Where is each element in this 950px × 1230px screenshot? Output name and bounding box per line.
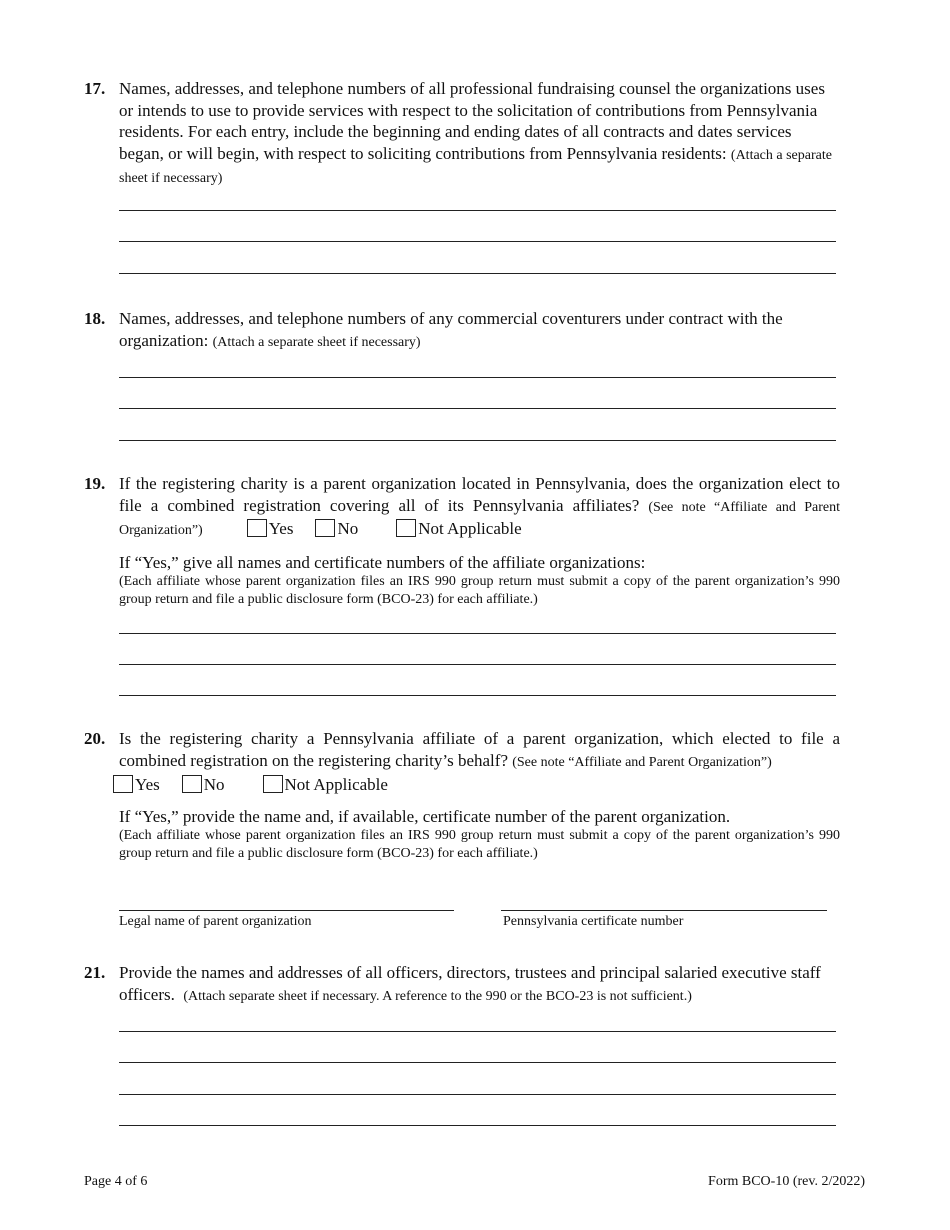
- option-yes[interactable]: Yes: [247, 518, 294, 540]
- question-19: [84, 473, 840, 609]
- answer-line-18-2[interactable]: [119, 408, 836, 409]
- question-17: [84, 78, 840, 190]
- question-note: (Attach a separate sheet if necessary): [212, 334, 421, 350]
- question-note: (Attach separate sheet if necessary. A reference to the 990 or the BCO-23 is not sufficient.): [183, 988, 692, 1004]
- answer-line-19-3[interactable]: [119, 695, 836, 696]
- answer-line-18-3[interactable]: [119, 440, 836, 441]
- question-21: [84, 962, 840, 1007]
- answer-line-19-1[interactable]: [119, 633, 836, 634]
- answer-line-21-1[interactable]: [119, 1031, 836, 1032]
- no-checkbox[interactable]: [315, 519, 335, 537]
- question-text: If the registering charity is a parent organization located in Pennsylvania, does the organization elect to file a combined registration covering all of its Pennsylvania affiliates? (See note “Affiliate and Parent Organization”) Yes No Not Applicable: [119, 474, 840, 538]
- question-18: [84, 308, 840, 353]
- question-text: Is the registering charity a Pennsylvania affiliate of a parent organization, which elected to file a combined registration on the registering charity’s behalf? (See note “Affiliate and Parent Organization”): [119, 729, 840, 770]
- question-number: 19.: [84, 474, 106, 493]
- certificate-number-label: Pennsylvania certificate number: [503, 914, 684, 929]
- question-number: 21.: [84, 963, 106, 982]
- not-applicable-checkbox[interactable]: [263, 775, 283, 793]
- question-note: (See note “Affiliate and Parent Organization”): [512, 754, 772, 770]
- option-no[interactable]: No: [315, 518, 358, 540]
- option-not-applicable[interactable]: Not Applicable: [263, 774, 388, 795]
- question-number: 17.: [84, 79, 106, 98]
- answer-line-21-4[interactable]: [119, 1125, 836, 1126]
- question-note: (Attach a separate sheet if necessary): [119, 147, 832, 186]
- no-checkbox[interactable]: [182, 775, 202, 793]
- question-20: [84, 728, 840, 863]
- if-yes-note: (Each affiliate whose parent organization files an IRS 990 group return must submit a copy of the parent organization’s 990 group return and file a public disclosure form (BCO-23) for each affiliate.): [119, 573, 840, 607]
- answer-line-21-2[interactable]: [119, 1062, 836, 1063]
- parent-name-label: Legal name of parent organization: [119, 914, 312, 929]
- yes-checkbox[interactable]: [113, 775, 133, 793]
- yes-checkbox[interactable]: [247, 519, 267, 537]
- if-yes-instruction: If “Yes,” give all names and certificate numbers of the affiliate organizations:: [119, 552, 646, 572]
- answer-line-17-2[interactable]: [119, 241, 836, 242]
- answer-line-18-1[interactable]: [119, 377, 836, 378]
- option-yes[interactable]: Yes: [113, 774, 160, 795]
- option-not-applicable[interactable]: Not Applicable: [396, 518, 521, 540]
- answer-line-19-2[interactable]: [119, 664, 836, 665]
- form-id: Form BCO-10 (rev. 2/2022): [708, 1174, 865, 1189]
- answer-line-17-3[interactable]: [119, 273, 836, 274]
- question-text: Names, addresses, and telephone numbers of any commercial coventurers under contract with the organization: (Attach a separate sheet if necessary): [119, 309, 783, 350]
- parent-name-field[interactable]: [119, 910, 454, 911]
- not-applicable-checkbox[interactable]: [396, 519, 416, 537]
- if-yes-instruction: If “Yes,” provide the name and, if available, certificate number of the parent organization.: [119, 807, 731, 826]
- answer-line-17-1[interactable]: [119, 210, 836, 211]
- answer-line-21-3[interactable]: [119, 1094, 836, 1095]
- question-number: 18.: [84, 309, 106, 328]
- certificate-number-field[interactable]: [501, 910, 827, 911]
- option-no[interactable]: No: [182, 774, 225, 795]
- page-number: Page 4 of 6: [84, 1174, 148, 1189]
- question-text: Names, addresses, and telephone numbers of all professional fundraising counsel the organizations uses or intends to use to provide services with respect to the solicitation of contributions from Pennsylvania residents. For each entry, include the beginning and ending dates of all contracts and dates services began, or will begin, with respect to soliciting contributions from Pennsylvania residents: (Attach a separate sheet if necessary): [119, 79, 832, 186]
- question-note: (See note “Affiliate and Parent Organization”): [119, 499, 840, 538]
- question-text: Provide the names and addresses of all officers, directors, trustees and principal salaried executive staff officers. (Attach separate sheet if necessary. A reference to the 990 or the BCO-23 is not sufficient.): [119, 963, 821, 1004]
- if-yes-note: (Each affiliate whose parent organization files an IRS 990 group return must submit a copy of the parent organization’s 990 group return and file a public disclosure form (BCO-23) for each affiliate.): [119, 828, 840, 861]
- option-group: [113, 774, 840, 795]
- question-number: 20.: [84, 729, 106, 748]
